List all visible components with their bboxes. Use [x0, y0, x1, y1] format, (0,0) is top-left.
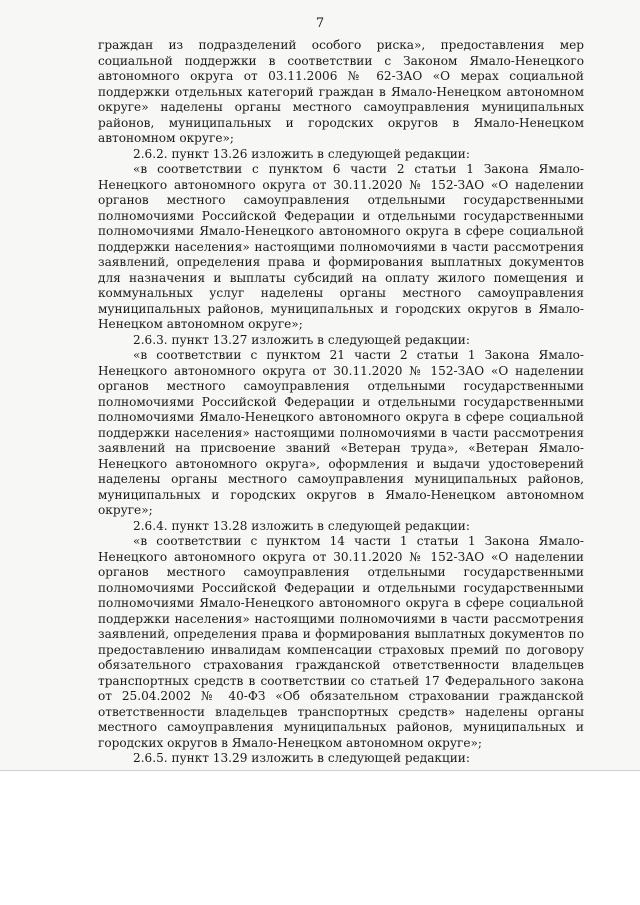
document-body	[98, 38, 584, 767]
paragraph-continuation: граждан из подразделений особого риска», предоставления мер социальной поддержки в соответствии с Законом Ямало-Ненецкого автономного округа от 03.11.2006 № 62-ЗАО «О мерах социальной поддержки отдельных категорий граждан в Ямало-Ненецком автономном округе» наделены органы местного самоуправления муниципальных районов, муниципальных и городских округов в Ямало-Ненецком автономном округе»;	[98, 38, 584, 145]
paragraph-item-2-6-3: 2.6.3. пункт 13.27 изложить в следующей редакции:	[133, 332, 470, 347]
page-number: 7	[315, 16, 325, 31]
paragraph-item-2-6-4: 2.6.4. пункт 13.28 изложить в следующей редакции:	[133, 518, 470, 533]
paragraph-item-2-6-4-text: «в соответствии с пунктом 14 части 1 статьи 1 Закона Ямало-Ненецкого автономного округа от 30.11.2020 № 152-ЗАО «О наделении органов местного самоуправления отдельными государственными полномочиями Российской Федерации и отдельными государственными полномочиями Ямало-Ненецкого автономного округа в сфере социальной поддержки населения» настоящими полномочиями в части рассмотрения заявлений, определения права и формирования выплатных документов по предоставлению инвалидам компенсации страховых премий по договору обязательного страхования гражданской ответственности владельцев транспортных средств в соответствии со статьей 17 Федерального закона от 25.04.2002 № 40-ФЗ «Об обязательном страховании гражданской ответственности владельцев транспортных средств» наделены органы местного самоуправления муниципальных районов, муниципальных и городских округов в Ямало-Ненецком автономном округе»;	[98, 534, 584, 750]
paragraph-item-2-6-2: 2.6.2. пункт 13.26 изложить в следующей редакции:	[133, 146, 470, 161]
paragraph-item-2-6-5: 2.6.5. пункт 13.29 изложить в следующей редакции:	[133, 751, 470, 765]
paragraph-item-2-6-2-text: «в соответствии с пунктом 6 части 2 статьи 1 Закона Ямало-Ненецкого автономного округа от 30.11.2020 № 152-ЗАО «О наделении органов местного самоуправления отдельными государственными полномочиями Российской Федерации и отдельными государственными полномочиями Ямало-Ненецкого автономного округа в сфере социальной поддержки населения» настоящими полномочиями в части рассмотрения заявлений, определения права и формирования выплатных документов для назначения и выплаты субсидий на оплату жилого помещения и коммунальных услуг наделены органы местного самоуправления муниципальных районов, муниципальных и городских округов в Ямало-Ненецком автономном округе»;	[98, 162, 584, 331]
paragraph-item-2-6-3-text: «в соответствии с пунктом 21 части 2 статьи 1 Закона Ямало-Ненецкого автономного округа от 30.11.2020 № 152-ЗАО «О наделении органов местного самоуправления отдельными государственными полномочиями Российской Федерации и отдельными государственными полномочиями Ямало-Ненецкого автономного округа в сфере социальной поддержки населения» настоящими полномочиями в части рассмотрения заявлений на присвоение званий «Ветеран труда», «Ветеран Ямало-Ненецкого автономного округа», оформления и выдачи удостоверений наделены органы местного самоуправления муниципальных районов, муниципальных и городских округов в Ямало-Ненецком автономном округе»;	[98, 348, 584, 517]
